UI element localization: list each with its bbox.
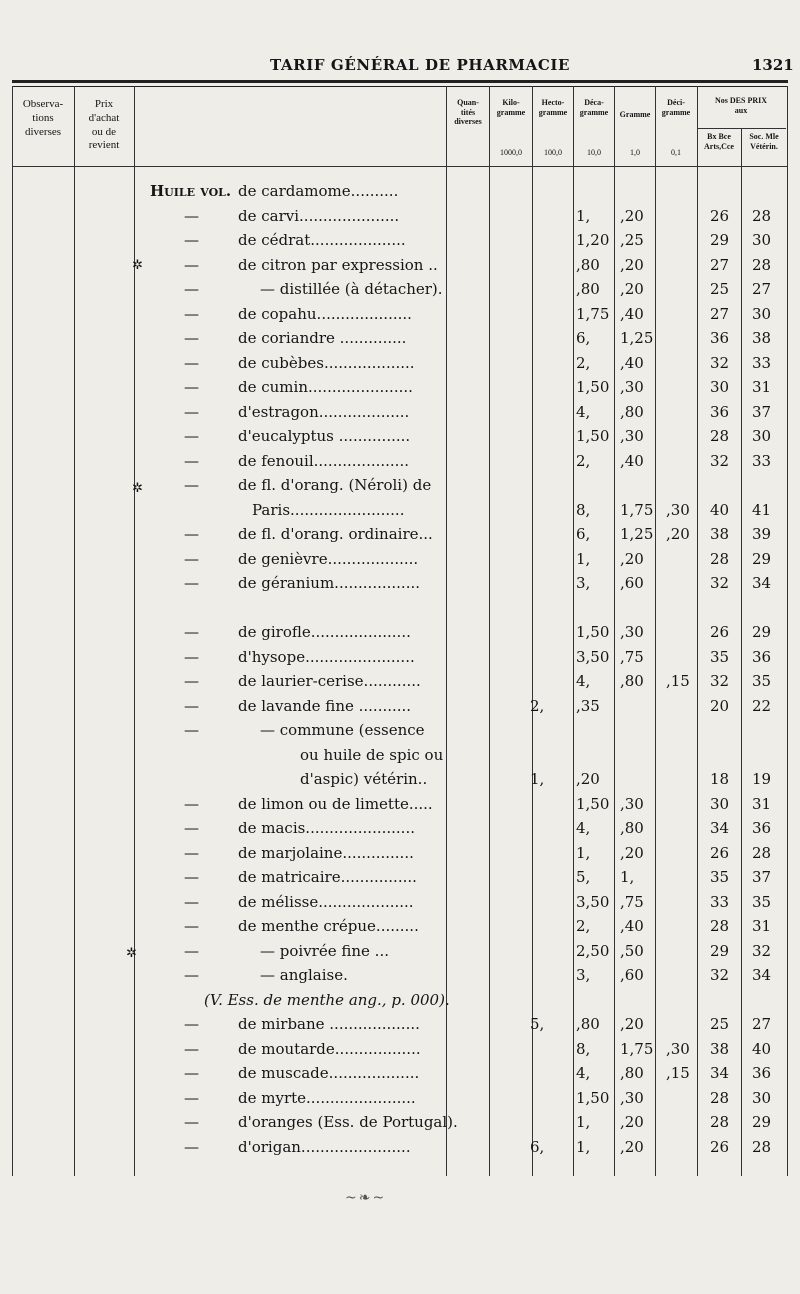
cell-cg: ,30 <box>666 1039 690 1058</box>
table-row <box>0 1040 800 1064</box>
cell-n2: 34 <box>752 966 772 984</box>
cell-name: de laurier-cerise............ <box>238 672 421 690</box>
cell-name: de cumin...................... <box>238 378 413 396</box>
cell-hg: ,20 <box>620 255 644 274</box>
cell-dash: — <box>184 525 199 543</box>
cell-kg: ,20 <box>576 770 600 788</box>
cell-hg: ,40 <box>620 353 644 372</box>
cell-n2: 37 <box>752 402 772 421</box>
cell-n1: 32 <box>710 672 730 690</box>
cell-q: 2, <box>530 696 545 715</box>
cell-hg: ,30 <box>620 794 644 813</box>
cell-hg: ,75 <box>620 647 644 666</box>
cell-name: de girofle..................... <box>238 623 411 641</box>
cell-hg: 1,25 <box>620 329 654 347</box>
cell-hg: 1,75 <box>620 500 654 519</box>
col-kilogramme-val: 1000,0 <box>500 148 522 157</box>
cell-q: 6, <box>530 1137 545 1156</box>
cell-n1: 32 <box>710 353 730 372</box>
cell-hg: 1, <box>620 868 635 886</box>
cell-hg: ,80 <box>620 402 644 421</box>
cell-q: 1, <box>530 770 545 788</box>
cell-cg: ,15 <box>666 672 690 690</box>
cell-dash: — <box>184 941 199 960</box>
col-numeros-prix: Nos DES PRIX aux <box>714 96 767 115</box>
cell-kg: 5, <box>576 868 591 886</box>
cell-n2: 29 <box>752 549 772 568</box>
cell-n2: 35 <box>752 672 772 690</box>
cell-name: de coriandre .............. <box>238 329 407 347</box>
cell-n2: 28 <box>752 1137 772 1156</box>
cell-name: d'oranges (Ess. de Portugal). <box>238 1113 458 1131</box>
cell-name: de moutarde.................. <box>238 1039 421 1058</box>
cell-n2: 30 <box>752 1088 772 1107</box>
cell-kg: 2, <box>576 917 591 935</box>
cell-dash: — <box>184 549 199 568</box>
cell-name: de mirbane ................... <box>238 1015 420 1033</box>
cell-dash: — <box>184 819 199 837</box>
col-hectogramme: Hecto- gramme <box>538 98 568 117</box>
cell-n1: 38 <box>710 525 730 543</box>
table-row <box>0 525 800 549</box>
cell-n1: 26 <box>710 843 730 862</box>
table-row <box>0 427 800 451</box>
cell-dash: — <box>184 451 199 470</box>
cell-dash: — <box>184 843 199 862</box>
cell-n1: 27 <box>710 304 730 323</box>
cell-kg: ,80 <box>576 280 600 298</box>
table-row <box>0 1113 800 1137</box>
table-row <box>0 1089 800 1113</box>
cell-n2: 31 <box>752 378 772 396</box>
cell-kg: 1,75 <box>576 304 610 323</box>
cell-name: (V. Ess. de menthe ang., p. 000). <box>204 990 450 1009</box>
cell-n1: 27 <box>710 255 730 274</box>
cell-hg: ,30 <box>620 623 644 641</box>
cell-n2: 27 <box>752 280 772 298</box>
cell-kg: 4, <box>576 819 591 837</box>
cell-cg: ,20 <box>666 525 690 543</box>
cell-name: de fenouil.................... <box>238 451 409 470</box>
cell-n2: 33 <box>752 353 772 372</box>
table-row <box>0 1138 800 1162</box>
cell-kg: 1, <box>576 1137 591 1156</box>
cell-dash: — <box>184 255 199 274</box>
cell-n2: 38 <box>752 329 772 347</box>
table-row <box>0 305 800 329</box>
cell-n1: 26 <box>710 1137 730 1156</box>
cell-n1: 26 <box>710 623 730 641</box>
cell-name: de mélisse.................... <box>238 892 414 911</box>
table-row <box>0 844 800 868</box>
cell-name: de genièvre................... <box>238 549 419 568</box>
cell-n1: 32 <box>710 966 730 984</box>
table-row <box>0 770 800 794</box>
numeros-split-rule <box>698 128 786 129</box>
cell-kg: 1,50 <box>576 427 610 445</box>
cell-name: d'eucalyptus ............... <box>238 427 411 445</box>
cell-dash: — <box>184 353 199 372</box>
cell-kg: 1,50 <box>576 1088 610 1107</box>
table-row <box>0 917 800 941</box>
cell-n2: 19 <box>752 770 772 788</box>
cell-dash: — <box>184 231 199 249</box>
cell-n2: 28 <box>752 255 772 274</box>
page-header-title: TARIF GÉNÉRAL DE PHARMACIE <box>270 56 571 74</box>
margin-mark-icon: ✲ <box>132 481 143 496</box>
cell-hg: ,30 <box>620 378 644 396</box>
cell-kg: ,80 <box>576 1015 600 1033</box>
table-row <box>0 1015 800 1039</box>
cell-hg: ,80 <box>620 672 644 690</box>
cell-hg: ,20 <box>620 843 644 862</box>
cell-name: Paris........................ <box>252 500 405 519</box>
cell-hg: ,40 <box>620 304 644 323</box>
cell-dash: Huile vol. <box>150 182 232 200</box>
cell-n1: 33 <box>710 892 730 911</box>
cell-n2: 30 <box>752 231 772 249</box>
table-row <box>0 256 800 280</box>
cell-name: de cardamome.......... <box>238 182 399 200</box>
cell-hg: ,20 <box>620 1015 644 1033</box>
col-decagramme-val: 10,0 <box>587 148 601 157</box>
cell-name: de cédrat.................... <box>238 231 406 249</box>
cell-n1: 32 <box>710 451 730 470</box>
cell-n1: 38 <box>710 1039 730 1058</box>
cell-hg: ,60 <box>620 966 644 984</box>
table-row <box>0 501 800 525</box>
table-row <box>0 452 800 476</box>
cell-n1: 20 <box>710 696 730 715</box>
cell-kg: 1,50 <box>576 623 610 641</box>
cell-kg: ,80 <box>576 255 600 274</box>
cell-dash: — <box>184 696 199 715</box>
cell-n2: 37 <box>752 868 772 886</box>
cell-hg: ,80 <box>620 1064 644 1082</box>
table-row <box>0 329 800 353</box>
table-row <box>0 795 800 819</box>
cell-hg: ,40 <box>620 451 644 470</box>
cell-dash: — <box>184 794 199 813</box>
cell-n1: 29 <box>710 231 730 249</box>
table-row <box>0 574 800 598</box>
table-row <box>0 868 800 892</box>
cell-n1: 36 <box>710 402 730 421</box>
cell-kg: 1, <box>576 1113 591 1131</box>
cell-n1: 28 <box>710 917 730 935</box>
cell-cg: ,30 <box>666 500 690 519</box>
cell-dash: — <box>184 1015 199 1033</box>
cell-dash: — <box>184 427 199 445</box>
cell-dash: — <box>184 868 199 886</box>
cell-name: de fl. d'orang. ordinaire... <box>238 525 433 543</box>
cell-n2: 29 <box>752 1113 772 1131</box>
header-bottom-rule <box>12 166 788 167</box>
cell-hg: ,40 <box>620 917 644 935</box>
cell-dash: — <box>184 574 199 592</box>
cell-n2: 32 <box>752 941 772 960</box>
cell-n2: 39 <box>752 525 772 543</box>
cell-hg: ,25 <box>620 231 644 249</box>
cell-n2: 41 <box>752 500 772 519</box>
table-row <box>0 207 800 231</box>
cell-n2: 22 <box>752 696 772 715</box>
cell-name: de limon ou de limette..... <box>238 794 433 813</box>
cell-name: de carvi..................... <box>238 206 400 225</box>
cell-hg: ,75 <box>620 892 644 911</box>
cell-kg: 8, <box>576 500 591 519</box>
header-rule-thin <box>12 86 788 87</box>
cell-n1: 28 <box>710 1088 730 1107</box>
table-row <box>0 354 800 378</box>
cell-name: d'estragon................... <box>238 402 410 421</box>
header-rule-thick <box>12 80 788 83</box>
cell-name: d'origan....................... <box>238 1137 411 1156</box>
cell-name: d'hysope....................... <box>238 647 415 666</box>
cell-name: de fl. d'orang. (Néroli) de <box>238 476 432 494</box>
cell-dash: — <box>184 329 199 347</box>
cell-hg: ,60 <box>620 574 644 592</box>
cell-name: de géranium.................. <box>238 574 421 592</box>
cell-dash: — <box>184 647 199 666</box>
table-row <box>0 746 800 770</box>
cell-kg: 6, <box>576 525 591 543</box>
cell-dash: — <box>184 280 199 298</box>
cell-kg: 4, <box>576 672 591 690</box>
col-decigramme-val: 0,1 <box>671 148 681 157</box>
table-row <box>0 942 800 966</box>
table-row <box>0 672 800 696</box>
cell-dash: — <box>184 1137 199 1156</box>
cell-n2: 27 <box>752 1015 772 1033</box>
table-row <box>0 231 800 255</box>
cell-n1: 35 <box>710 868 730 886</box>
table-row <box>0 893 800 917</box>
cell-n2: 28 <box>752 206 772 225</box>
cell-kg: 2, <box>576 353 591 372</box>
cell-dash: — <box>184 476 199 494</box>
cell-kg: 6, <box>576 329 591 347</box>
table-row <box>0 378 800 402</box>
cell-n2: 35 <box>752 892 772 911</box>
cell-hg: ,20 <box>620 549 644 568</box>
cell-name: de muscade................... <box>238 1064 420 1082</box>
cell-kg: 1, <box>576 549 591 568</box>
cell-name: de lavande fine ........... <box>238 696 412 715</box>
table-row <box>0 991 800 1015</box>
page-number: 1321 <box>752 56 794 74</box>
cell-dash: — <box>184 1039 199 1058</box>
cell-dash: — <box>184 206 199 225</box>
cell-n1: 32 <box>710 574 730 592</box>
cell-hg: ,80 <box>620 819 644 837</box>
cell-name: de myrte....................... <box>238 1088 416 1107</box>
cell-n1: 40 <box>710 500 730 519</box>
cell-n1: 30 <box>710 794 730 813</box>
cell-n2: 30 <box>752 304 772 323</box>
cell-name: — distillée (à détacher). <box>260 280 443 298</box>
col-decagramme: Déca- gramme <box>579 98 609 117</box>
cell-q: 5, <box>530 1015 545 1033</box>
cell-kg: 1,20 <box>576 231 610 249</box>
col-numeros-arts: Bx Bce Arts,Cce <box>704 132 734 151</box>
col-gramme-val: 1,0 <box>630 148 640 157</box>
cell-name: d'aspic) vétérin.. <box>300 770 428 788</box>
cell-dash: — <box>184 917 199 935</box>
cell-n2: 28 <box>752 843 772 862</box>
cell-hg: 1,25 <box>620 525 654 543</box>
cell-name: de citron par expression .. <box>238 255 438 274</box>
table-row <box>0 648 800 672</box>
cell-name: — commune (essence <box>260 721 425 739</box>
cell-hg: ,50 <box>620 941 644 960</box>
cell-n2: 29 <box>752 623 772 641</box>
table-row <box>0 623 800 647</box>
table-row <box>0 697 800 721</box>
cell-n1: 26 <box>710 206 730 225</box>
printer-ornament-icon: ~❧~ <box>345 1190 387 1206</box>
col-numeros-veterinaire: Soc. Mle Vétérin. <box>749 132 779 151</box>
table-row <box>0 721 800 745</box>
cell-n1: 25 <box>710 1015 730 1033</box>
cell-hg: 1,75 <box>620 1039 654 1058</box>
cell-n1: 25 <box>710 280 730 298</box>
cell-n1: 34 <box>710 819 730 837</box>
table-row <box>0 403 800 427</box>
cell-dash: — <box>184 378 199 396</box>
cell-kg: 3, <box>576 574 591 592</box>
margin-mark-icon: ✲ <box>132 258 143 273</box>
cell-n2: 34 <box>752 574 772 592</box>
col-gramme: Gramme <box>619 110 651 119</box>
cell-n2: 36 <box>752 1064 772 1082</box>
cell-hg: ,30 <box>620 1088 644 1107</box>
cell-dash: — <box>184 623 199 641</box>
table-row <box>0 182 800 206</box>
table-row <box>0 1064 800 1088</box>
cell-dash: — <box>184 1113 199 1131</box>
table-row <box>0 966 800 990</box>
cell-n2: 33 <box>752 451 772 470</box>
cell-dash: — <box>184 402 199 421</box>
cell-kg: 3,50 <box>576 892 610 911</box>
table-row <box>0 599 800 623</box>
cell-n2: 31 <box>752 794 772 813</box>
col-hectogramme-val: 100,0 <box>544 148 562 157</box>
table-row <box>0 280 800 304</box>
cell-kg: 8, <box>576 1039 591 1058</box>
cell-n2: 36 <box>752 647 772 666</box>
cell-cg: ,15 <box>666 1064 690 1082</box>
table-row <box>0 476 800 500</box>
col-decigramme: Déci- gramme <box>661 98 691 117</box>
col-observations: Observa- tions diverses <box>22 98 64 138</box>
cell-kg: 3, <box>576 966 591 984</box>
cell-n1: 30 <box>710 378 730 396</box>
cell-name: de marjolaine............... <box>238 843 414 862</box>
cell-n1: 28 <box>710 427 730 445</box>
cell-name: de menthe crépue......... <box>238 917 419 935</box>
cell-n1: 28 <box>710 1113 730 1131</box>
cell-name: — anglaise. <box>260 966 348 984</box>
cell-n1: 36 <box>710 329 730 347</box>
cell-name: de matricaire................ <box>238 868 417 886</box>
margin-mark-icon: ✲ <box>126 946 137 961</box>
cell-dash: — <box>184 672 199 690</box>
col-quantites: Quan- tités diverses <box>454 98 482 127</box>
cell-n1: 34 <box>710 1064 730 1082</box>
cell-kg: 2, <box>576 451 591 470</box>
cell-kg: 1,50 <box>576 378 610 396</box>
cell-n1: 29 <box>710 941 730 960</box>
cell-hg: ,20 <box>620 1137 644 1156</box>
cell-kg: 1, <box>576 206 591 225</box>
cell-n2: 30 <box>752 427 772 445</box>
cell-name: de cubèbes................... <box>238 353 415 372</box>
cell-n1: 28 <box>710 549 730 568</box>
cell-dash: — <box>184 304 199 323</box>
cell-name: de copahu.................... <box>238 304 412 323</box>
cell-kg: 3,50 <box>576 647 610 666</box>
cell-n2: 40 <box>752 1039 772 1058</box>
cell-kg: 4, <box>576 1064 591 1082</box>
cell-n1: 18 <box>710 770 730 788</box>
cell-name: — poivrée fine ... <box>260 941 389 960</box>
cell-n2: 31 <box>752 917 772 935</box>
cell-dash: — <box>184 1088 199 1107</box>
cell-hg: ,20 <box>620 1113 644 1131</box>
cell-name: de macis....................... <box>238 819 415 837</box>
cell-name: ou huile de spic ou <box>300 745 444 764</box>
cell-kg: 4, <box>576 402 591 421</box>
cell-dash: — <box>184 1064 199 1082</box>
cell-hg: ,30 <box>620 427 644 445</box>
col-prix-achat: Prix d'achat ou de revient <box>88 98 120 152</box>
cell-kg: ,35 <box>576 696 600 715</box>
table-row <box>0 819 800 843</box>
cell-kg: 2,50 <box>576 941 610 960</box>
table-row <box>0 550 800 574</box>
cell-hg: ,20 <box>620 206 644 225</box>
cell-dash: — <box>184 892 199 911</box>
cell-dash: — <box>184 721 199 739</box>
cell-kg: 1,50 <box>576 794 610 813</box>
col-kilogramme: Kilo- gramme <box>496 98 526 117</box>
cell-hg: ,20 <box>620 280 644 298</box>
cell-n2: 36 <box>752 819 772 837</box>
cell-n1: 35 <box>710 647 730 666</box>
cell-dash: — <box>184 966 199 984</box>
cell-kg: 1, <box>576 843 591 862</box>
